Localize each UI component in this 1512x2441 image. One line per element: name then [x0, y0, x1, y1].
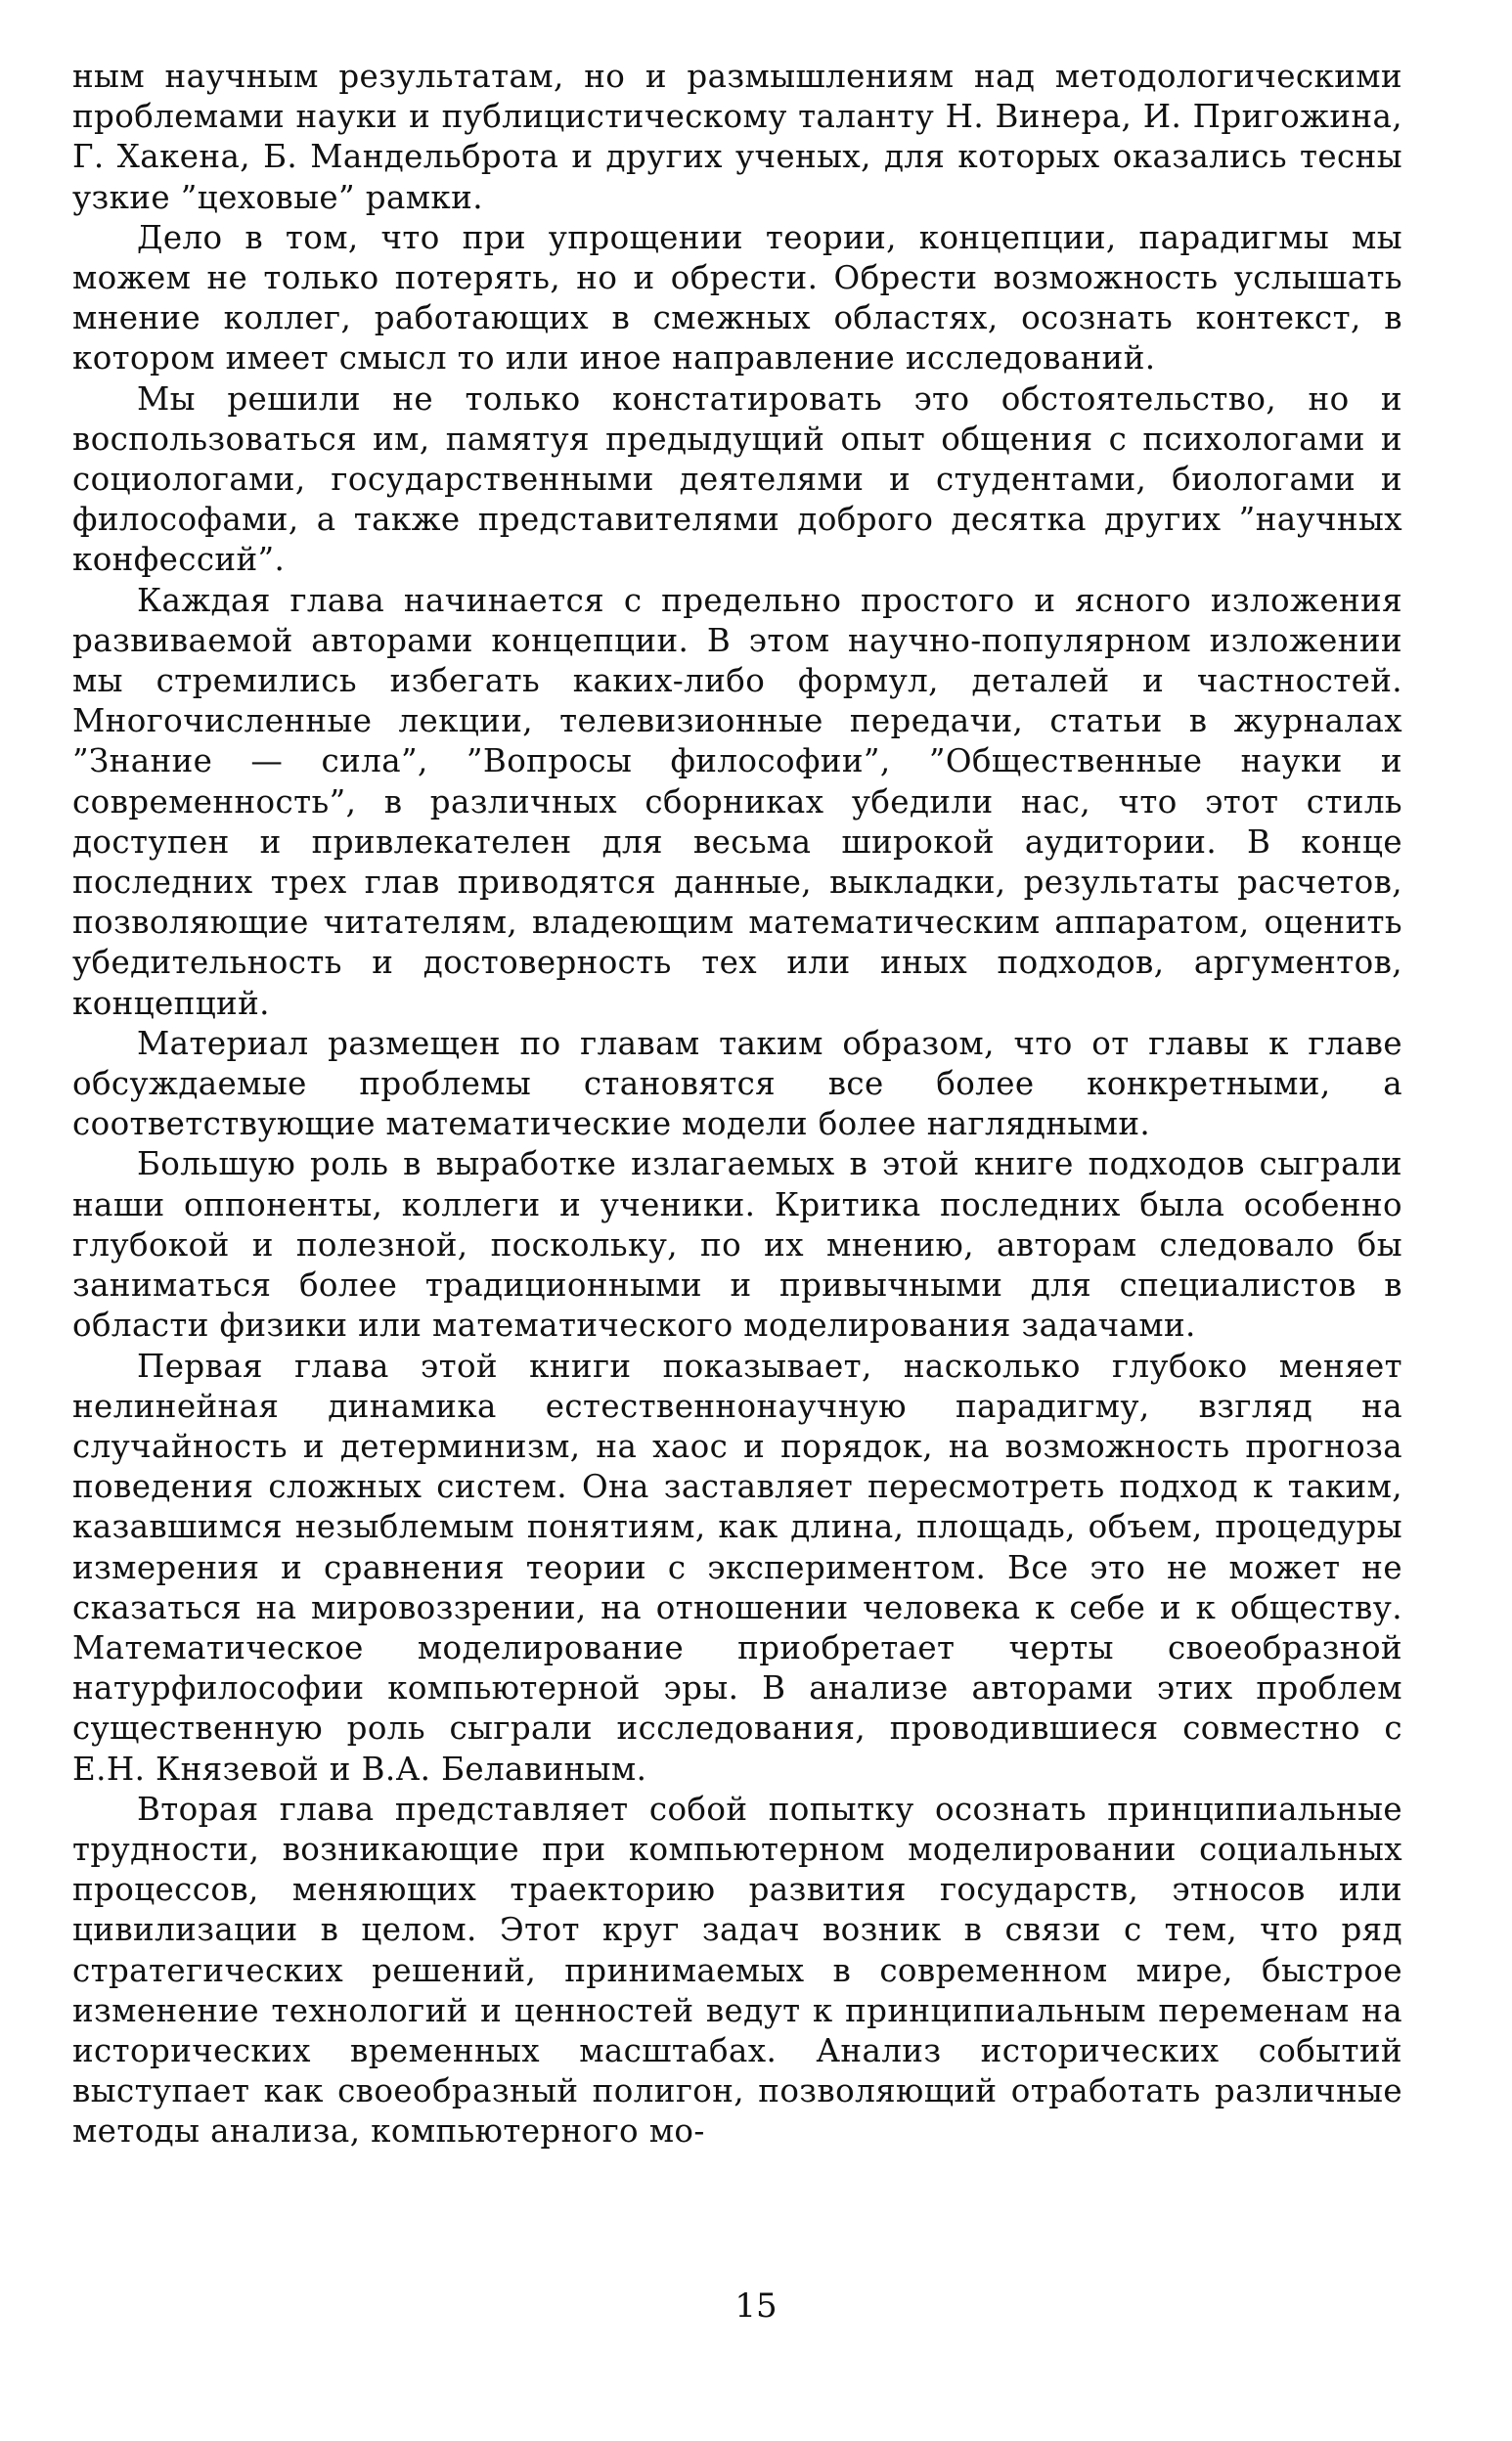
paragraph-simplification: Дело в том, что при упрощении теории, концепции, парадигмы мы можем не только потерять, но и обрести. Обрести возможность услышать мнение коллег, работающих в смежных областях, осознать контекст, в котором имеет смысл то или иное направление исследований. [72, 218, 1402, 377]
paragraph-first-chapter: Первая глава этой книги показывает, насколько глубоко меняет нелинейная динамика естественнонаучную парадигму, взгляд на случайность и детерминизм, на хаос и порядок, на возможность прогноза поведения сложных систем. Она заставляет пересмотреть подход к таким, казавшимся незыблемым понятиям, как длина, площадь, объем, процедуры измерения и сравнения теории с экспериментом. Все это не может не сказаться на мировоззрении, на отношении человека к себе и к обществу. Математическое моделирование приобретает черты своеобразной натурфилософии компьютерной эры. В анализе авторами этих проблем существенную роль сыграли исследования, проводившиеся совместно с Е.Н. Князевой и В.А. Белавиным. [72, 1347, 1402, 1788]
paragraph-second-chapter: Вторая глава представляет собой попытку осознать принципиальные трудности, возникающие при компьютерном моделировании социальных процессов, меняющих траекторию развития государств, этносов или цивилизации в целом. Этот круг задач возник в связи с тем, что ряд стратегических решений, принимаемых в современном мире, быстрое изменение технологий и ценностей ведут к принципиальным переменам на исторических временных масштабах. Анализ исторических событий выступает как своеобразный полигон, позволяющий отработать различные методы анализа, компьютерного мо- [72, 1790, 1402, 2151]
page-text [72, 57, 1402, 2153]
page-number: 15 [734, 2286, 778, 2326]
paragraph-continuation: ным научным результатам, но и размышлениям над методологическими проблемами науки и публицистическому таланту Н. Винера, И. Пригожина, Г. Хакена, Б. Мандельброта и других ученых, для которых оказались тесны узкие ”цеховые” рамки. [72, 58, 1402, 216]
paragraph-opponents: Большую роль в выработке излагаемых в этой книге подходов сыграли наши оппоненты, коллеги и ученики. Критика последних была особенно глубокой и полезной, поскольку, по их мнению, авторам следовало бы заниматься более традиционными и привычными для специалистов в области физики или математического моделирования задачами. [72, 1145, 1402, 1345]
paragraph-chapter-structure: Каждая глава начинается с предельно простого и ясного изложения развиваемой авторами концепции. В этом научно-популярном изложении мы стремились избегать каких-либо формул, деталей и частностей. Многочисленные лекции, телевизионные передачи, статьи в журналах ”Знание — сила”, ”Вопросы философии”, ”Общественные науки и современность”, в различных сборниках убедили нас, что этот стиль доступен и привлекателен для весьма широкой аудитории. В конце последних трех глав приводятся данные, выкладки, результаты расчетов, позволяющие читателям, владеющим математическим аппаратом, оценить убедительность и достоверность тех или иных подходов, аргументов, концепций. [72, 581, 1402, 1022]
paragraph-decision: Мы решили не только констатировать это обстоятельство, но и воспользоваться им, памятуя предыдущий опыт общения с психологами и социологами, государственными деятелями и студентами, биологами и философами, а также представителями доброго десятка других ”научных конфессий”. [72, 379, 1402, 579]
paragraph-material-arrangement: Материал размещен по главам таким образом, что от главы к главе обсуждаемые проблемы становятся все более конкретными, а соответствующие математические модели более наглядными. [72, 1024, 1402, 1143]
